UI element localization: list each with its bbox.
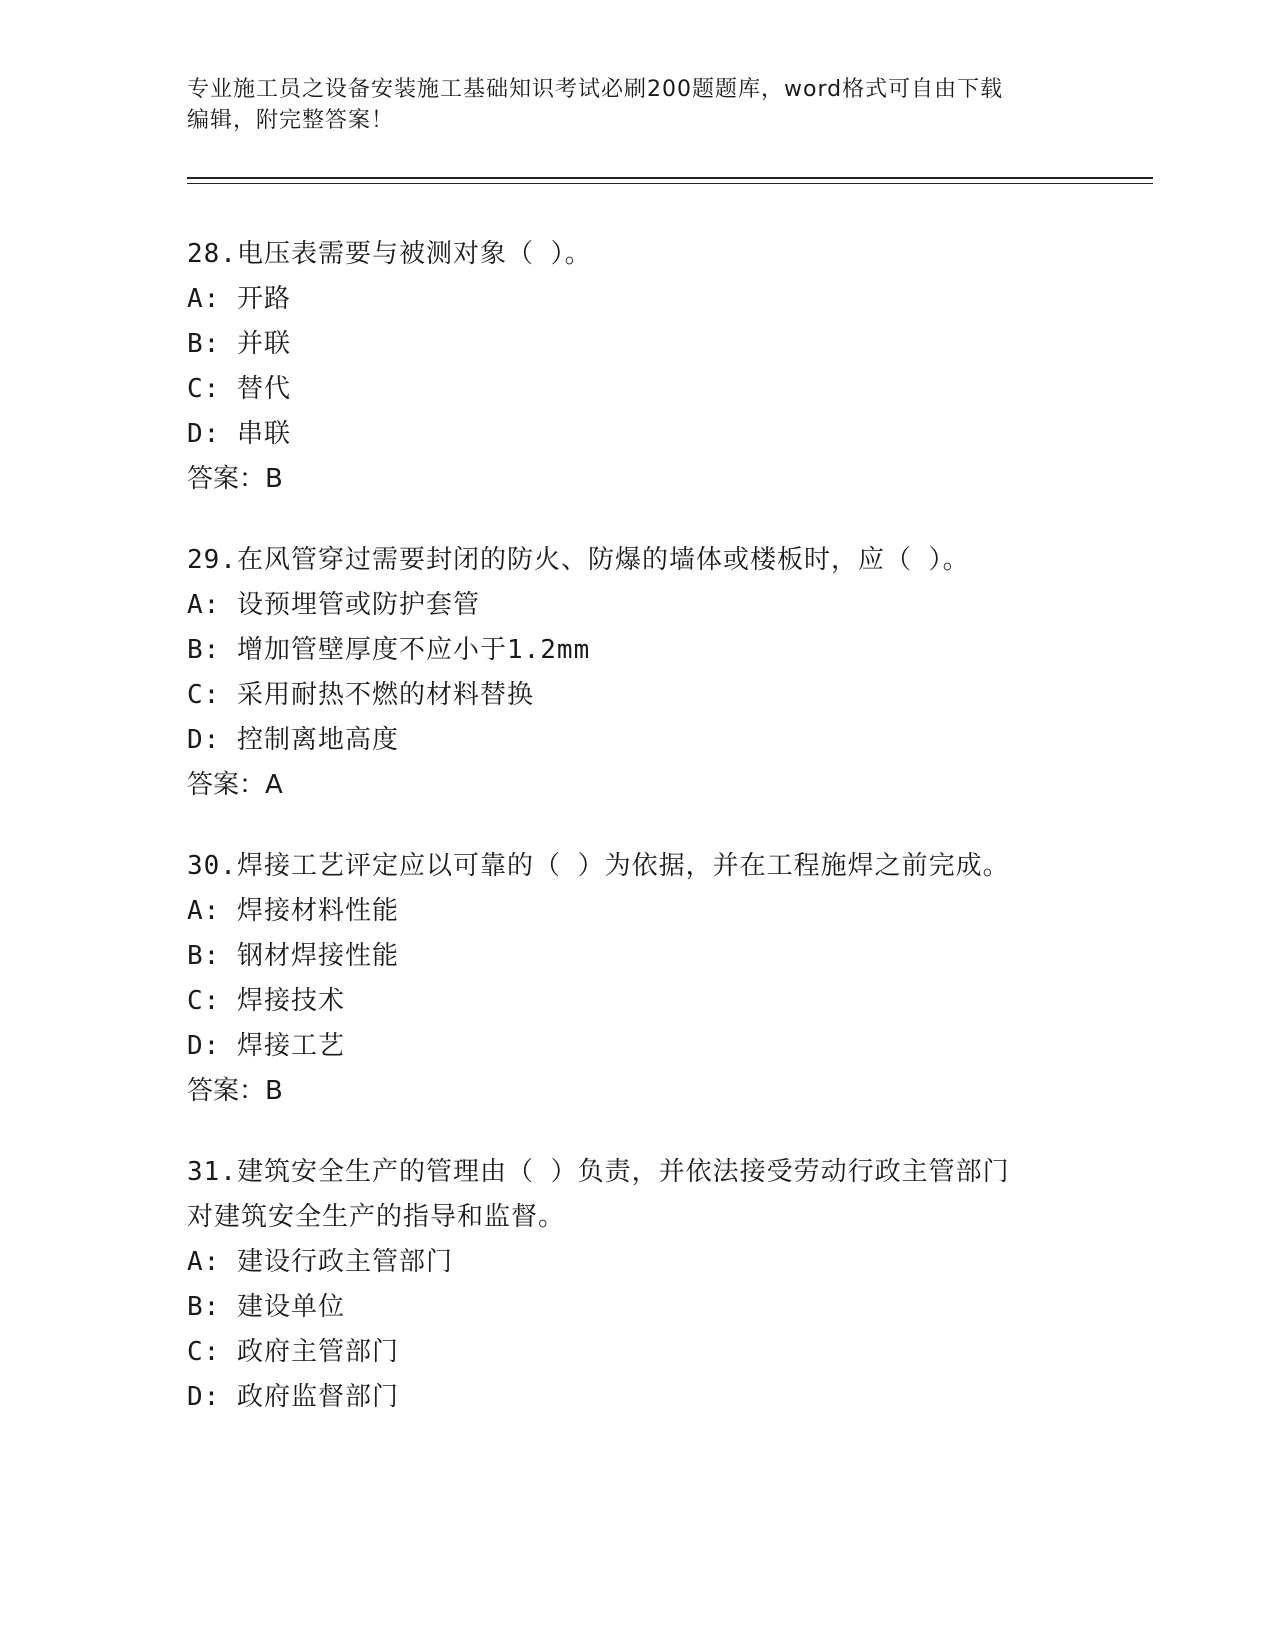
option-c: C: 采用耐热不燃的材料替换	[187, 680, 534, 710]
header-divider-top	[187, 177, 1153, 179]
option-d: D: 政府监督部门	[187, 1382, 399, 1412]
header-title-line-1: 专业施工员之设备安装施工基础知识考试必刷200题题库，word格式可自由下载	[187, 77, 1004, 102]
option-a: A: 设预埋管或防护套管	[187, 590, 480, 620]
option-c: C: 焊接技术	[187, 986, 345, 1016]
question-31	[187, 1150, 1067, 1420]
option-b: B: 增加管壁厚度不应小于1.2mm	[187, 635, 591, 665]
option-b: B: 并联	[187, 329, 291, 359]
option-d: D: 串联	[187, 419, 291, 449]
question-stem: 30.焊接工艺评定应以可靠的（ ）为依据，并在工程施焊之前完成。	[187, 851, 1010, 881]
question-stem-line-2: 对建筑安全生产的指导和监督。	[187, 1202, 566, 1232]
question-stem-line-1: 31.建筑安全生产的管理由（ ）负责，并依法接受劳动行政主管部门	[187, 1157, 1010, 1187]
answer: 答案：B	[187, 464, 283, 494]
header-divider-bottom	[187, 183, 1153, 184]
question-28	[187, 232, 1067, 502]
header-title-line-2: 编辑，附完整答案！	[187, 108, 395, 133]
question-stem: 28.电压表需要与被测对象（ ）。	[187, 239, 592, 269]
option-d: D: 控制离地高度	[187, 725, 399, 755]
option-a: A: 焊接材料性能	[187, 896, 399, 926]
answer: 答案：B	[187, 1076, 283, 1106]
question-stem: 29.在风管穿过需要封闭的防火、防爆的墙体或楼板时，应（ ）。	[187, 545, 970, 575]
answer: 答案：A	[187, 770, 283, 800]
option-a: A: 开路	[187, 284, 291, 314]
question-list	[187, 232, 1067, 1456]
question-29	[187, 538, 1067, 808]
option-d: D: 焊接工艺	[187, 1031, 345, 1061]
option-c: C: 替代	[187, 374, 291, 404]
document-header	[187, 74, 1067, 136]
option-c: C: 政府主管部门	[187, 1337, 399, 1367]
question-30	[187, 844, 1067, 1114]
option-b: B: 钢材焊接性能	[187, 941, 399, 971]
option-a: A: 建设行政主管部门	[187, 1247, 453, 1277]
option-b: B: 建设单位	[187, 1292, 345, 1322]
